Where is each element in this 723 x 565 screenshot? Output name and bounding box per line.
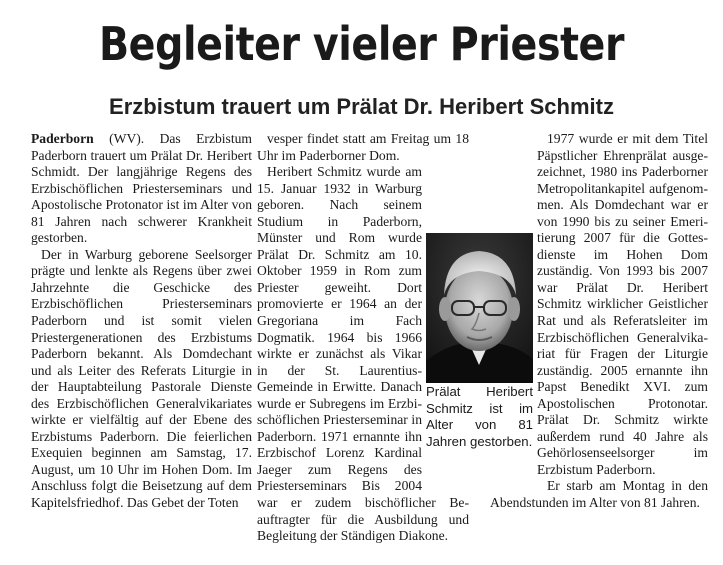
photo-caption: Prälat Heribert Schmitz ist im Alter von 81 Jahren gestorben. <box>426 384 533 449</box>
intro-text: (WV). Das Erzbistum Paderborn trauert um Prälat Dr. Heribert Schmidt. Der langjährige Regens des Erzbischöflichen Priesterseminars und Apostolische Protonator ist im Alter von 81 Jahren nach schwerer Krankheit gestorben. <box>31 131 252 246</box>
paragraph-honors: 1977 wurde er mit dem Titel Päpstlicher Ehrenprälat ausgezeichnet, 1980 ins Paderborner Metropolitankapitel aufgenommen. Als Domdechant war er von 1990 bis zu seiner Emeritierung 2007 für die Gottesdienste im Hohen Dom zuständig. Von 1993 bis 2007 war Prälat Dr. Heribert Schmitz wirklicher Geistlicher Rat und als Referatsleiter im Erzbischöflichen Generalvikariat für Fragen der Liturgie zuständig. 2005 ernannte ihn Papst Benedikt XVI. zum Apostolischen Protonotar. Prälat Dr. Schmitz wirkte außerdem rund 40 Jahre als Gehörlosenseelsorger im Erzbistum Paderborn. <box>537 131 708 477</box>
paragraph-death: Er starb am Montag in den Abendstunden im Alter von 81 Jahren. <box>490 478 708 511</box>
paragraph-intro <box>31 131 252 247</box>
portrait-photo <box>426 233 533 383</box>
paragraph-vesper: vesper findet statt am Freitag um 18 Uhr im Paderborner Dom. <box>257 131 469 163</box>
portrait-image <box>426 233 533 383</box>
headline: Begleiter vieler Priester <box>98 17 625 71</box>
dateline: Paderborn <box>31 131 94 146</box>
article-column-1 <box>31 131 252 512</box>
paragraph-biography: Heribert Schmitz wurde am 15. Januar 1932 in Warburg geboren. Nach seinem Studium in Paderborn, Münster und Rom wurde Prälat Dr. Schmitz am 10. Oktober 1959 in Rom zum Priester geweiht. Dort promovierte er 1964 an der Gregoriana im Fach Dogmatik. 1964 bis 1966 wirkte er zunächst als Vikar in der St. Laurentius-Gemeinde in Erwitte. Danach wurde er Subregens im Erzbischöflichen Priesterseminar in Paderborn. 1971 ernannte ihn Erzbischof Lorenz Kardinal Jaeger zum Regens des Priesterseminars Bis 2004 war er zudem bischöflicher Beauftragter für die Ausbildung und Begleitung der Ständigen Diakone. <box>257 164 469 544</box>
subheadline: Erzbistum trauert um Prälat Dr. Heribert Schmitz <box>109 94 614 119</box>
paragraph-career: Der in Warburg geborene Seelsorger prägte und lenkte als Regens über zwei Jahrzehnte die Geschicke des Erzbischöflichen Priesterseminars Paderborn und ist somit vielen Priestergenerationen des Erzbistums Paderborn bekannt. Als Domdechant und als Leiter des Referats Liturgie in der Hauptabteilung Pastorale Dienste des Erzbischöflichen Generalvikariates wirkte er vielfältig auf der Ebene des Erzbistums Paderborn. Die feierlichen Exequien beginnen am Samstag, 17. August, um 10 Uhr im Hohen Dom. Im Anschluss folgt die Beisetzung auf dem Kapitelsfriedhof. Das Gebet der Toten <box>31 246 252 511</box>
